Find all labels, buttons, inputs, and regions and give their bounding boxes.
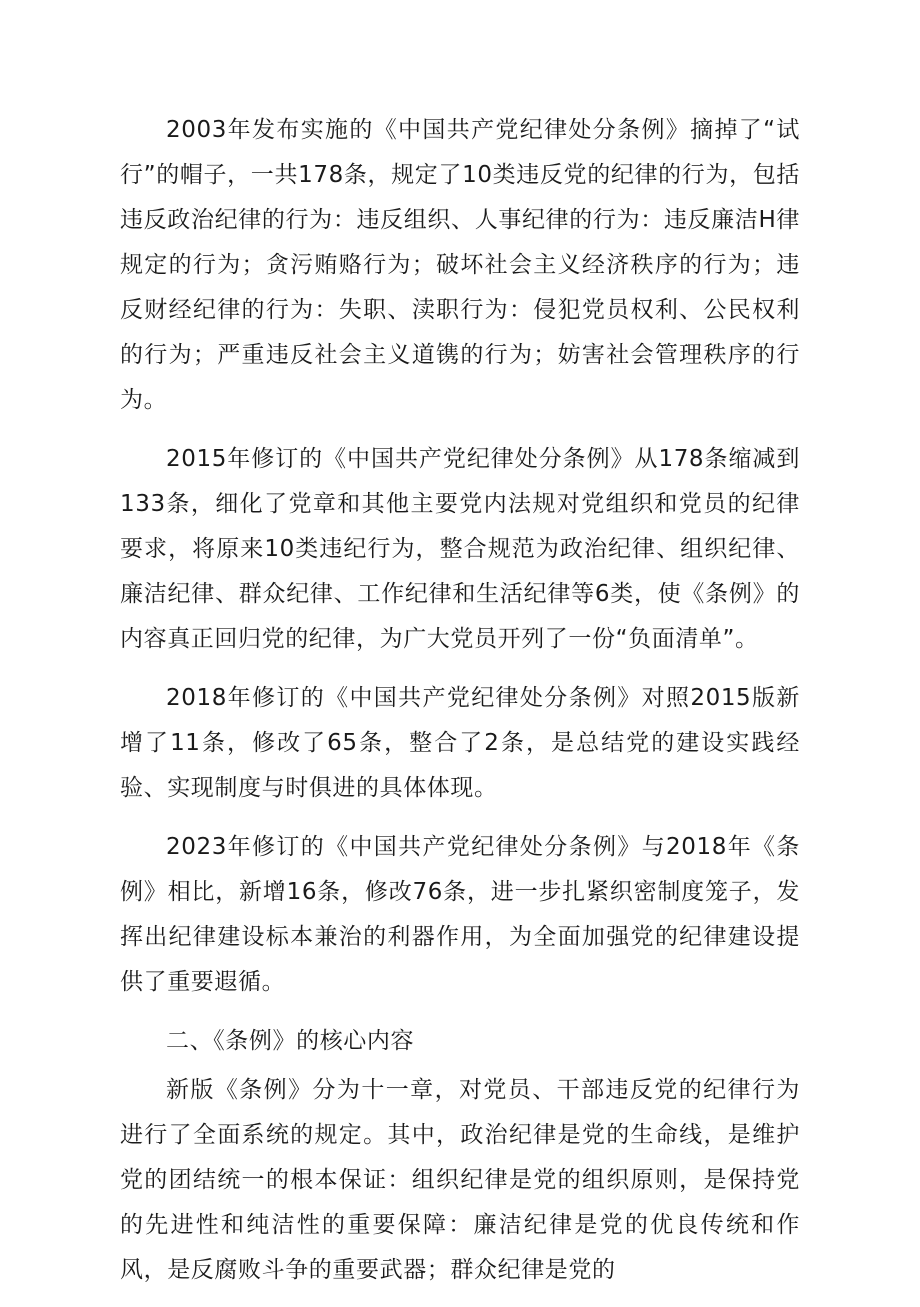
paragraph-2018: 2018年修订的《中国共产党纪律处分条例》对照2015版新增了11条，修改了65条，整合了2条，是总结党的建设实践经验、实现制度与时俱进的具体体现。 xyxy=(120,685,800,801)
section-paragraph: 新版《条例》分为十一章，对党员、干部违反党的纪律行为进行了全面系统的规定。其中，政治纪律是党的生命线，是维护党的团结统一的根本保证：组织纪律是党的组织原则，是保持党的先进性和纯洁性的重要保障：廉洁纪律是党的优良传统和作风，是反腐败斗争的重要武器；群众纪律是党的 xyxy=(120,1077,800,1283)
paragraph-2015: 2015年修订的《中国共产党纪律处分条例》从178条缩减到133条，细化了党章和其他主要党内法规对党组织和党员的纪律要求，将原来10类违纪行为，整合规范为政治纪律、组织纪律、廉洁纪律、群众纪律、工作纪律和生活纪律等6类，使《条例》的内容真正回归党的纪律，为广大党员开列了一份“负面清单”。 xyxy=(120,446,800,652)
paragraph-2003: 2003年发布实施的《中国共产党纪律处分条例》摘掉了“试行”的帽子，一共178条，规定了10类违反党的纪律的行为，包括违反政治纪律的行为：违反组织、人事纪律的行为：违反廉洁H律规定的行为；贪污贿赂行为；破坏社会主义经济秩序的行为；违反财经纪律的行为：失职、渎职行为：侵犯党员权利、公民权利的行为；严重违反社会主义道镌的行为；妨害社会管理秩序的行为。 xyxy=(120,117,800,413)
paragraph-2023: 2023年修订的《中国共产党纪律处分条例》与2018年《条例》相比，新增16条，修改76条，进一步扎紧织密制度笼子，发挥出纪律建设标本兼治的利器作用，为全面加强党的纪律建设提供了重要遐循。 xyxy=(120,834,800,995)
document-body xyxy=(120,108,800,1307)
section-heading: 二、《条例》的核心内容 xyxy=(166,1028,415,1054)
